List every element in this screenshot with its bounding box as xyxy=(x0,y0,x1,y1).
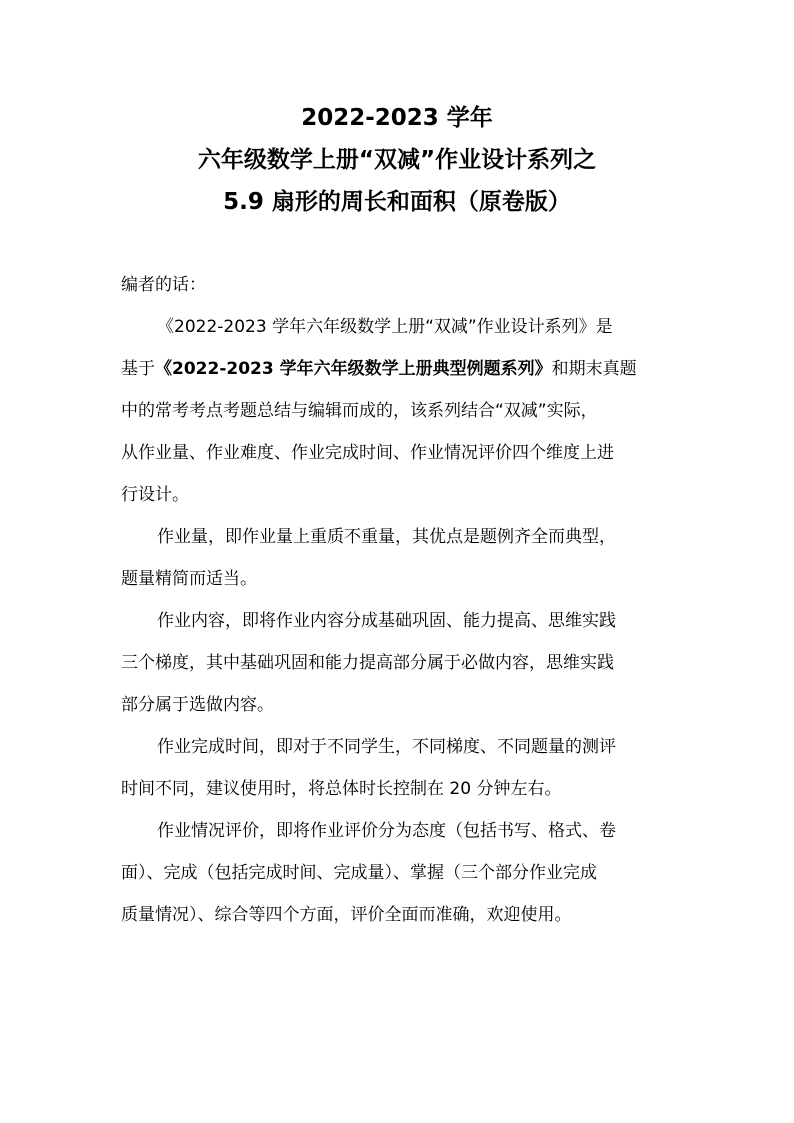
paragraph-line: 《2022-2023 学年六年级数学上册“双减”作业设计系列》是 xyxy=(157,317,613,337)
paragraph-line: 作业情况评价，即将作业评价分为态度（包括书写、格式、卷 xyxy=(157,821,616,841)
paragraph-line: 部分属于选做内容。 xyxy=(121,695,274,715)
paragraph-5 xyxy=(121,810,666,936)
text-run: 和期末真题 xyxy=(551,359,637,379)
paragraph-line: 作业内容，即将作业内容分成基础巩固、能力提高、思维实践 xyxy=(157,611,616,631)
paragraph-line: 时间不同，建议使用时，将总体时长控制在 20 分钟左右。 xyxy=(121,779,562,799)
paragraph-line xyxy=(121,348,666,390)
paragraph-1 xyxy=(121,306,666,516)
paragraph-2 xyxy=(121,516,666,600)
paragraph-3 xyxy=(121,600,666,726)
paragraph-line: 作业量，即作业量上重质不重量，其优点是题例齐全而典型， xyxy=(157,527,616,547)
paragraph-line: 从作业量、作业难度、作业完成时间、作业情况评价四个维度上进 xyxy=(121,443,614,463)
text-run: 基于 xyxy=(121,359,155,379)
paragraph-4 xyxy=(121,726,666,810)
paragraph-line: 行设计。 xyxy=(121,485,189,505)
paragraph-line: 三个梯度，其中基础巩固和能力提高部分属于必做内容，思维实践 xyxy=(121,653,614,673)
editor-note xyxy=(121,264,666,936)
paragraph-line: 面）、完成（包括完成时间、完成量）、掌握（三个部分作业完成 xyxy=(121,863,597,883)
title-year: 2022-2023 学年 xyxy=(301,105,493,131)
paragraph-line: 中的常考考点考题总结与编辑而成的，该系列结合“双减”实际， xyxy=(121,401,598,421)
document-title xyxy=(0,97,794,223)
paragraph-line: 作业完成时间，即对于不同学生，不同梯度、不同题量的测评 xyxy=(157,737,616,757)
intro-label: 编者的话： xyxy=(121,275,206,295)
bold-series-title: 《2022-2023 学年六年级数学上册典型例题系列》 xyxy=(155,359,552,379)
title-topic: 5.9 扇形的周长和面积（原卷版） xyxy=(223,189,571,215)
paragraph-line: 题量精简而适当。 xyxy=(121,569,257,589)
title-series: 六年级数学上册“双减”作业设计系列之 xyxy=(197,147,597,173)
paragraph-line: 质量情况）、综合等四个方面，评价全面而准确，欢迎使用。 xyxy=(121,905,572,925)
